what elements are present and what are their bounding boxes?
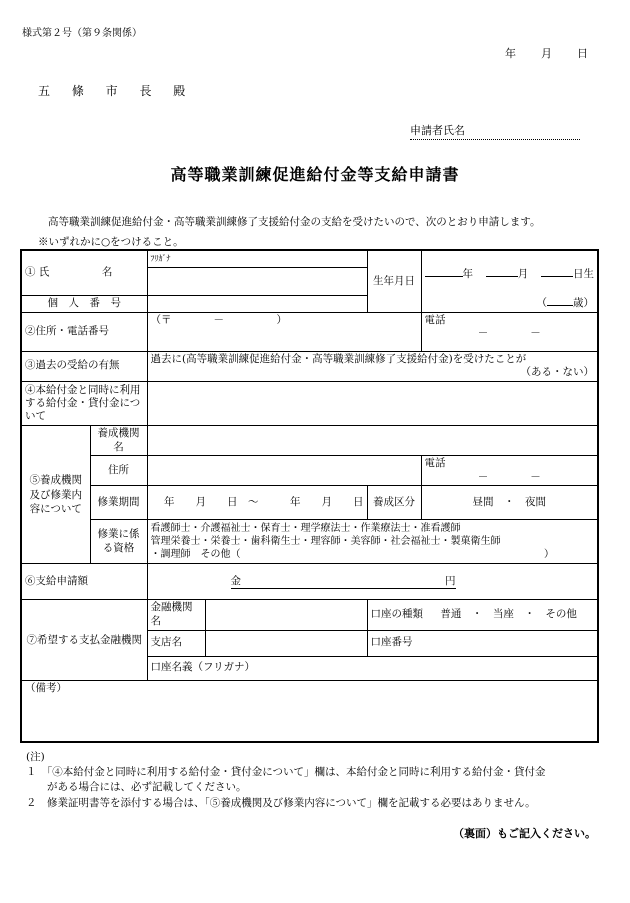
age-label: 歳） <box>573 296 594 309</box>
account-type-label: 口座の種類 <box>370 608 423 621</box>
branch-field[interactable] <box>205 630 367 656</box>
date-day: 日 <box>577 47 588 60</box>
date-line <box>505 45 588 61</box>
addressee: 五 條 市 長 殿 <box>38 84 195 98</box>
furigana-field[interactable] <box>147 250 367 267</box>
personal-number-field[interactable] <box>147 295 367 312</box>
qualification-field[interactable] <box>147 520 598 564</box>
account-type-field[interactable] <box>367 600 598 630</box>
notes <box>26 750 546 811</box>
past-receipt-choice[interactable]: （ある・ない） <box>520 366 594 379</box>
past-receipt-label: ③過去の受給の有無 <box>21 351 147 381</box>
applicant-name-field[interactable] <box>410 122 580 140</box>
bank-name-label: 金融機関名 <box>147 600 205 630</box>
birth-year-label: 年 <box>462 268 473 281</box>
name-field[interactable] <box>147 267 367 295</box>
past-receipt-text: 過去に(高等職業訓練促進給付金・高等職業訓練修了支援給付金)を受けたことが <box>150 352 527 365</box>
course-type-choice[interactable]: 昼間 ・ 夜間 <box>421 486 598 520</box>
bank-section-label: ⑦希望する支払金融機関 <box>21 600 147 680</box>
page-title: 高等職業訓練促進給付金等支給申請書 <box>170 165 460 184</box>
training-phone-dashes: － － <box>477 470 541 483</box>
birth-month-label: 月 <box>517 268 529 281</box>
training-label: ⑤養成機関及び修業内容について <box>21 425 90 564</box>
remarks-field[interactable] <box>21 680 598 742</box>
phone-field[interactable] <box>421 312 598 351</box>
course-type-label: 養成区分 <box>367 486 421 520</box>
branch-label: 支店名 <box>147 630 205 656</box>
personal-number-label: 個 人 番 号 <box>21 295 147 312</box>
account-type-options[interactable]: 普通 ・ 当座 ・ その他 <box>440 608 577 621</box>
note-2: ２ 修業証明書等を添付する場合は、「⑤養成機関及び修業内容について」欄を記載する必要はありません。 <box>26 796 536 809</box>
period-label: 修業期間 <box>90 486 147 520</box>
amount-label: ⑥支給申請額 <box>21 564 147 600</box>
qualification-line-2: 管理栄養士・栄養士・歯科衛生士・理容師・美容師・社会福祉士・製菓衛生師 <box>150 536 501 548</box>
account-number-field[interactable] <box>367 630 598 656</box>
qualification-line-1: 看護師士・介護福祉士・保育士・理学療法士・作業療法士・准看護師 <box>150 523 461 535</box>
amount-kin: 金 <box>230 574 241 587</box>
age-field[interactable] <box>421 295 598 312</box>
institution-label: 養成機関名 <box>90 425 147 455</box>
location-field[interactable] <box>147 456 421 486</box>
past-receipt-field[interactable] <box>147 351 598 381</box>
training-phone-field[interactable] <box>421 456 598 486</box>
intro-text: 高等職業訓練促進給付金・高等職業訓練修了支援給付金の支給を受けたいので、次のとおり申請します。 <box>48 216 541 228</box>
period-field[interactable]: 年 月 日 ～ 年 月 日 <box>147 486 367 520</box>
account-holder-label: 口座名義（フリガナ） <box>150 661 255 674</box>
qualification-label: 修業に係る資格 <box>90 520 147 564</box>
notes-heading: (注) <box>26 751 45 763</box>
qualification-line-3: ・調理師 その他（ <box>150 549 241 561</box>
date-year: 年 <box>505 47 516 60</box>
location-label: 住所 <box>90 456 147 486</box>
applicant-label: 申請者氏名 <box>410 124 465 137</box>
phone-label: 電話 <box>424 313 446 326</box>
account-holder-field[interactable] <box>147 656 598 680</box>
circle-note: ※いずれかに○をつけること。 <box>38 236 184 248</box>
birth-day-label: 日生 <box>573 268 594 281</box>
address-label: ②住所・電話番号 <box>21 312 147 351</box>
amount-field[interactable] <box>147 564 598 600</box>
address-field[interactable] <box>147 312 421 351</box>
other-benefit-field[interactable] <box>147 381 598 425</box>
bank-name-field[interactable] <box>205 600 367 630</box>
note-1-line-1: １ 「④本給付金と同時に利用する給付金・貸付金について」欄は、本給付金と同時に利用する給付金・貸付金 <box>26 766 546 779</box>
form-number: 様式第２号（第９条関係） <box>22 28 142 39</box>
postal-code: （〒 － ） <box>150 313 287 326</box>
furigana-label: ﾌﾘｶﾞﾅ <box>150 254 171 263</box>
institution-field[interactable] <box>147 425 598 455</box>
birthdate-label: 生年月日 <box>367 250 421 312</box>
date-month: 月 <box>541 47 552 60</box>
note-1-line-2: がある場合には、必ず記載してください。 <box>26 781 247 794</box>
name-label: ① 氏 名 <box>21 250 147 295</box>
other-benefit-label: ④本給付金と同時に利用する給付金・貸付金について <box>21 381 147 425</box>
account-number-label: 口座番号 <box>370 636 413 649</box>
phone-dashes: － － <box>477 327 541 340</box>
age-open: （ <box>536 296 547 309</box>
remarks-label: （備考） <box>25 681 67 694</box>
qualification-close: ） <box>544 549 554 561</box>
training-phone-label: 電話 <box>424 457 446 470</box>
birthdate-field[interactable] <box>421 250 598 295</box>
footer-note: （裏面）もご記入ください。 <box>453 827 596 840</box>
amount-yen: 円 <box>445 574 456 587</box>
application-form-table <box>20 249 599 743</box>
